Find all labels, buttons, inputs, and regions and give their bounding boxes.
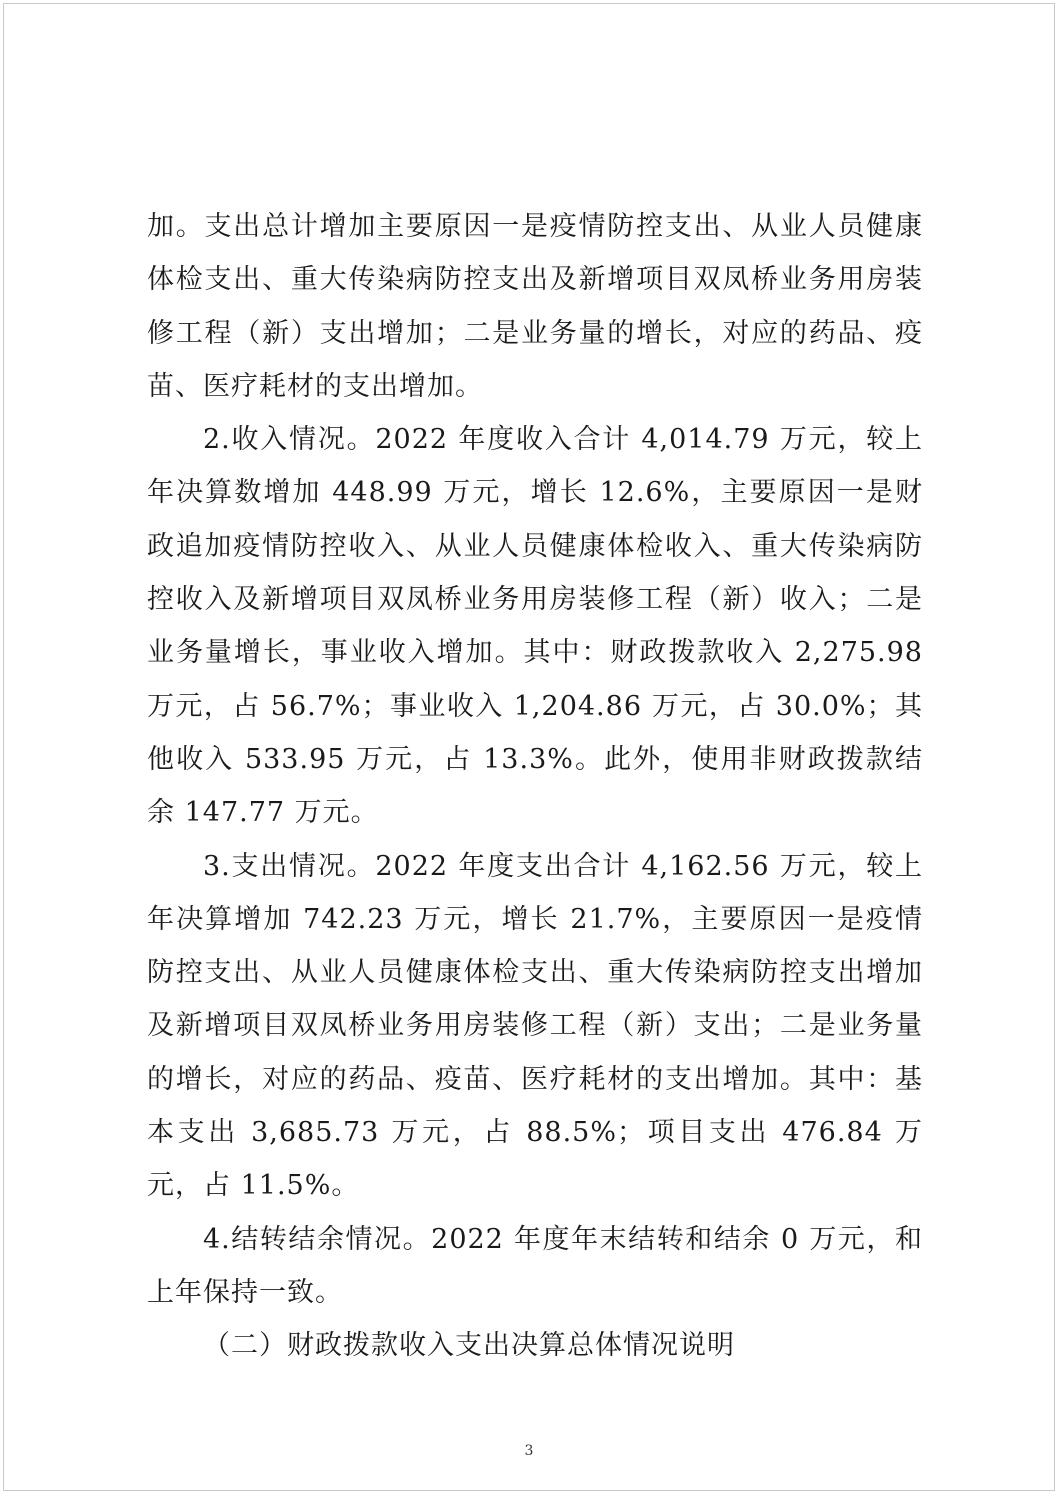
paragraph-continuation: 加。支出总计增加主要原因一是疫情防控支出、从业人员健康体检支出、重大传染病防控支出及新增项目双凤桥业务用房装修工程（新）支出增加；二是业务量的增长，对应的药品、疫苗、医疗耗材的支出增加。 — [147, 211, 923, 402]
document-page — [3, 3, 1055, 1491]
paragraph-carryover: 4.结转结余情况。2022 年度年末结转和结余 0 万元，和上年保持一致。 — [147, 1223, 923, 1308]
paragraph-expenditure: 3.支出情况。2022 年度支出合计 4,162.56 万元，较上年决算增加 742.23 万元，增长 21.7%，主要原因一是疫情防控支出、从业人员健康体检支出、重大传染病防控支出增加及新增项目双凤桥业务用房装修工程（新）支出；二是业务量的增长，对应的药品、疫苗、医疗耗材的支出增加。其中：基本支出 3,685.73 万元，占 88.5%；项目支出 476.84 万元，占 11.5%。 — [147, 850, 923, 1202]
body-text — [147, 200, 923, 1373]
paragraph-income: 2.收入情况。2022 年度收入合计 4,014.79 万元，较上年决算数增加 448.99 万元，增长 12.6%，主要原因一是财政追加疫情防控收入、从业人员健康体检收入、重大传染病防控收入及新增项目双凤桥业务用房装修工程（新）收入；二是业务量增长，事业收入增加。其中：财政拨款收入 2,275.98 万元，占 56.7%；事业收入 1,204.86 万元，占 30.0%；其他收入 533.95 万元，占 13.3%。此外，使用非财政拨款结余 147.77 万元。 — [147, 424, 923, 829]
page-number: 3 — [524, 1443, 534, 1459]
section-heading: （二）财政拨款收入支出决算总体情况说明 — [203, 1330, 735, 1362]
